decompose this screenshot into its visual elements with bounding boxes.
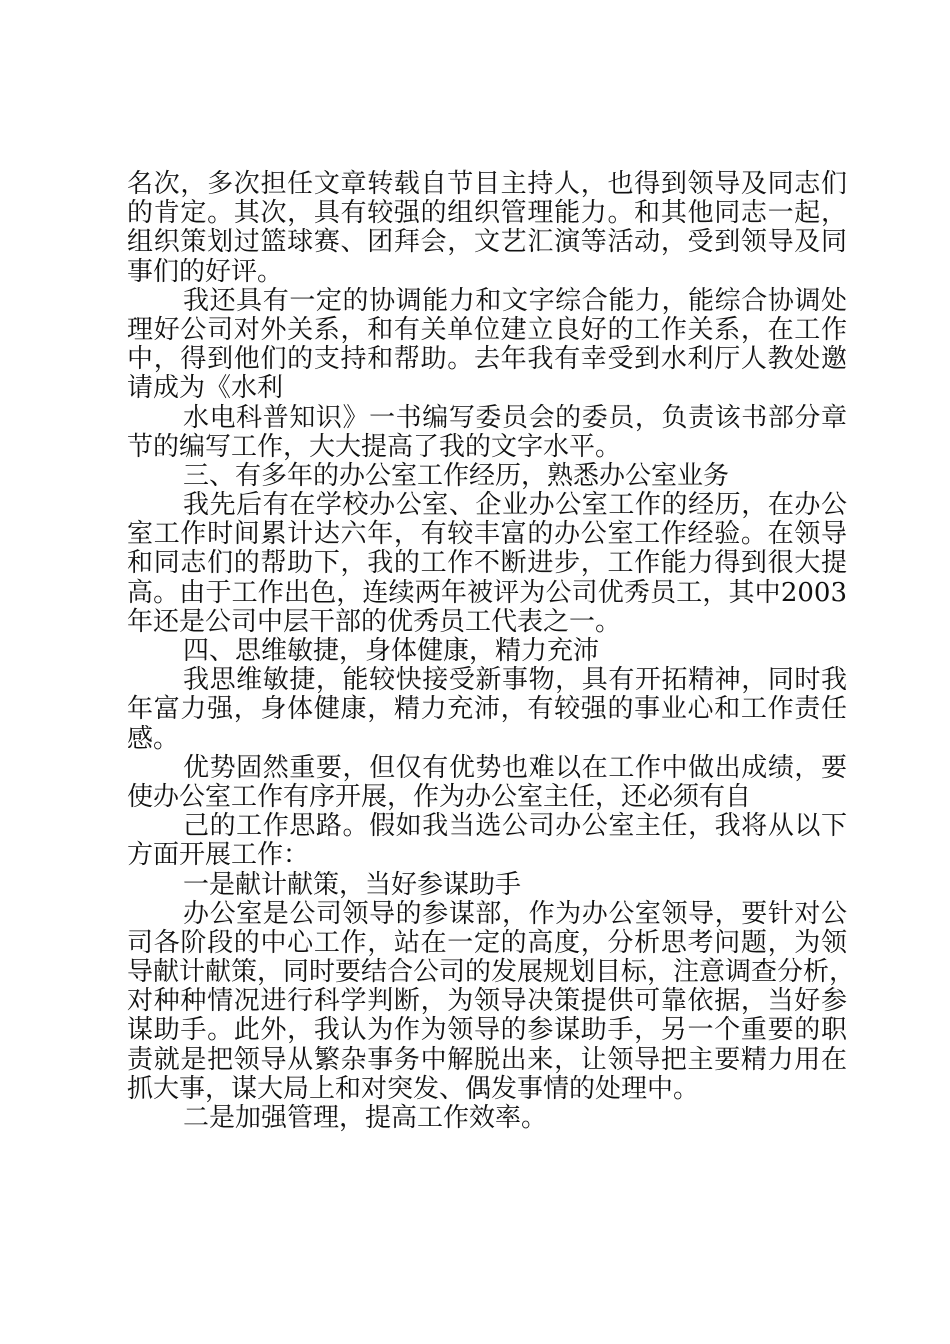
text-line: 对种种情况进行科学判断，为领导决策提供可靠依据，当好参 [127, 986, 847, 1017]
text-line: 年富力强，身体健康，精力充沛，有较强的事业心和工作责任 [127, 694, 847, 725]
text-line: 名次，多次担任文章转载自节目主持人，也得到领导及同志们 [127, 169, 847, 199]
text-line: 责就是把领导从繁杂事务中解脱出来，让领导把主要精力用在 [127, 1044, 847, 1075]
text-line: 二是加强管理，提高工作效率。 [183, 1103, 548, 1133]
text-line: 四、思维敏捷，身体健康，精力充沛 [183, 636, 600, 666]
text-line: 我先后有在学校办公室、企业办公室工作的经历，在办公 [183, 490, 847, 521]
text-line: 己的工作思路。假如我当选公司办公室主任，我将从以下 [183, 811, 847, 842]
text-line: 请成为《水利 [127, 373, 284, 404]
text-line: 抓大事，谋大局上和对突发、偶发事情的处理中。 [127, 1073, 700, 1104]
text-line: 节的编写工作，大大提高了我的文字水平。 [127, 431, 622, 462]
text-line: 我思维敏捷，能较快接受新事物，具有开拓精神，同时我 [183, 665, 847, 696]
text-line: 室工作时间累计达六年，有较丰富的办公室工作经验。在领导 [127, 519, 847, 550]
text-line: 水电科普知识》一书编写委员会的委员，负责该书部分章 [183, 402, 847, 433]
text-line: 组织策划过篮球赛、团拜会，文艺汇演等活动，受到领导及同 [127, 227, 847, 258]
text-line: 理好公司对外关系，和有关单位建立良好的工作关系，在工作 [127, 314, 847, 345]
text-line: 方面开展工作： [127, 840, 310, 871]
text-line: 办公室是公司领导的参谋部，作为办公室领导，要针对公 [183, 898, 847, 929]
text-line: 谋助手。此外，我认为作为领导的参谋助手，另一个重要的职 [127, 1015, 847, 1046]
document-page [127, 169, 856, 1133]
text-line: 我还具有一定的协调能力和文字综合能力，能综合协调处 [183, 285, 847, 316]
text-line: 使办公室工作有序开展，作为办公室主任，还必须有自 [127, 781, 752, 812]
text-line: 和同志们的帮助下，我的工作不断进步，工作能力得到很大提 [127, 548, 847, 579]
text-line: 司各阶段的中心工作，站在一定的高度，分析思考问题，为领 [127, 927, 847, 958]
text-line: 三、有多年的办公室工作经历，熟悉办公室业务 [183, 460, 730, 491]
text-line: 优势固然重要，但仅有优势也难以在工作中做出成绩，要 [183, 752, 847, 783]
text-line: 一是献计献策，当好参谋助手 [183, 869, 522, 900]
text-line: 事们的好评。 [127, 256, 284, 287]
text-line: 年还是公司中层干部的优秀员工代表之一。 [127, 606, 622, 637]
text-line: 感。 [127, 723, 180, 754]
text-line: 高。由于工作出色，连续两年被评为公司优秀员工，其中2003 [127, 577, 847, 608]
text-line: 中，得到他们的支持和帮助。去年我有幸受到水利厅人教处邀 [127, 344, 847, 375]
text-line: 的肯定。其次，具有较强的组织管理能力。和其他同志一起， [127, 198, 847, 229]
text-line: 导献计献策，同时要结合公司的发展规划目标，注意调查分析， [127, 957, 856, 988]
